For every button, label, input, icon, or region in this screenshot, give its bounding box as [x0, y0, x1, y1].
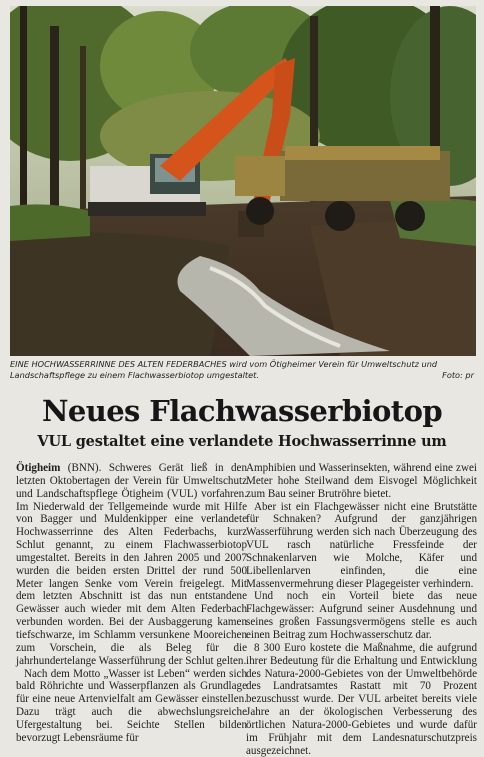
- article-paragraph: Und noch ein Vorteil biete das neue Flachgewässer: Aufgrund seiner Ausdehnung und seines großen Fassungsvermögens stelle es auch einen Beitrag zum Hochwasserschutz dar.: [246, 590, 477, 641]
- article-paragraph: Aber ist ein Flachgewässer nicht eine Brutstätte für Schnaken? Aufgrund der ganzjährigen Wasserführung werden sich nach Überzeugung des VUL rasch natürliche Fressfeinde der Schnakenlarven wie Molche, Käfer und Libellenlarven einfinden, die eine Massenvermehrung dieser Plagegeister verhindern.: [246, 500, 477, 590]
- headline: Neues Flachwasserbiotop: [41, 394, 443, 428]
- article-paragraph: Nach dem Motto „Wasser ist Leben“ werden sich bald Röhrichte und Wasserpflanzen als Grundlage für eine neue Artenvielfalt am Gewässer einstellen. Dazu trägt auch die abwechslungsreiche Ufergestaltung bei. Seichte Stellen bilden bevorzugt Lebensräume für: [16, 667, 247, 744]
- article-paragraph: [16, 462, 247, 668]
- article-paragraph: 8 300 Euro kostete die Maßnahme, die aufgrund ihrer Bedeutung für die Erhaltung und Entwicklung des Natura-2000-Gebietes von der Umweltbehörde des Landratsamtes Rastatt mit 70 Prozent bezuschusst wurde. Der VUL arbeitet bereits viele Jahre an der ökologischen Verbesserung des örtlichen Natura-2000-Gebietes und wurde dafür im Frühjahr mit dem Landesnaturschutzpreis ausgezeichnet.: [246, 641, 477, 757]
- paragraph-text: (BNN). Schweres Gerät ließ in den letzten Oktobertagen der Verein für Umweltschutz und Landschaftspflege Ötigheim (VUL) vorfahren. Im Niederwald der Tellgemeinde wurde mit Hilfe von Bagger und Muldenkipper eine verlandete Hochwasserrinne des Alten Federbachs, kurz Schlut genannt, zu einem Flachwasserbiotop umgestaltet. Bereits in den Jahren 2005 und 2007 wurden die beiden ersten Drittel der rund 500 Meter langen Senke vom Verein freigelegt. Mit dem letzten Abschnitt ist das nun entstandene Gewässer auch wieder mit dem Alten Federbach verbunden worden. Bei der Ausbaggerung kamen tiefschwarze, im Schlamm versunkene Mooreichen zum Vorschein, die als Beleg für die jahrhundertelange Wasserführung der Schlut gelten.: [16, 462, 247, 667]
- article-paragraph: Amphibien und Wasserinsekten, während eine zwei Meter hohe Steilwand dem Eisvogel Möglichkeit zum Bau seiner Brutröhre bietet.: [246, 462, 477, 500]
- excavator-photo: [10, 6, 476, 356]
- photo-credit: Foto: pr: [442, 370, 474, 380]
- subheadline: VUL gestaltet eine verlandete Hochwasserrinne um: [37, 433, 447, 450]
- article-column-left: [16, 462, 247, 745]
- caption-text: EINE HOCHWASSERRINNE DES ALTEN FEDERBACHES wird vom Ötigheimer Verein für Umweltschutz und Landschaftspflege zu einem Flachwasserbiotop umgestaltet.: [10, 359, 438, 380]
- photo-caption: [10, 359, 476, 381]
- article-column-right: [246, 462, 477, 757]
- dateline: Ötigheim: [16, 462, 61, 474]
